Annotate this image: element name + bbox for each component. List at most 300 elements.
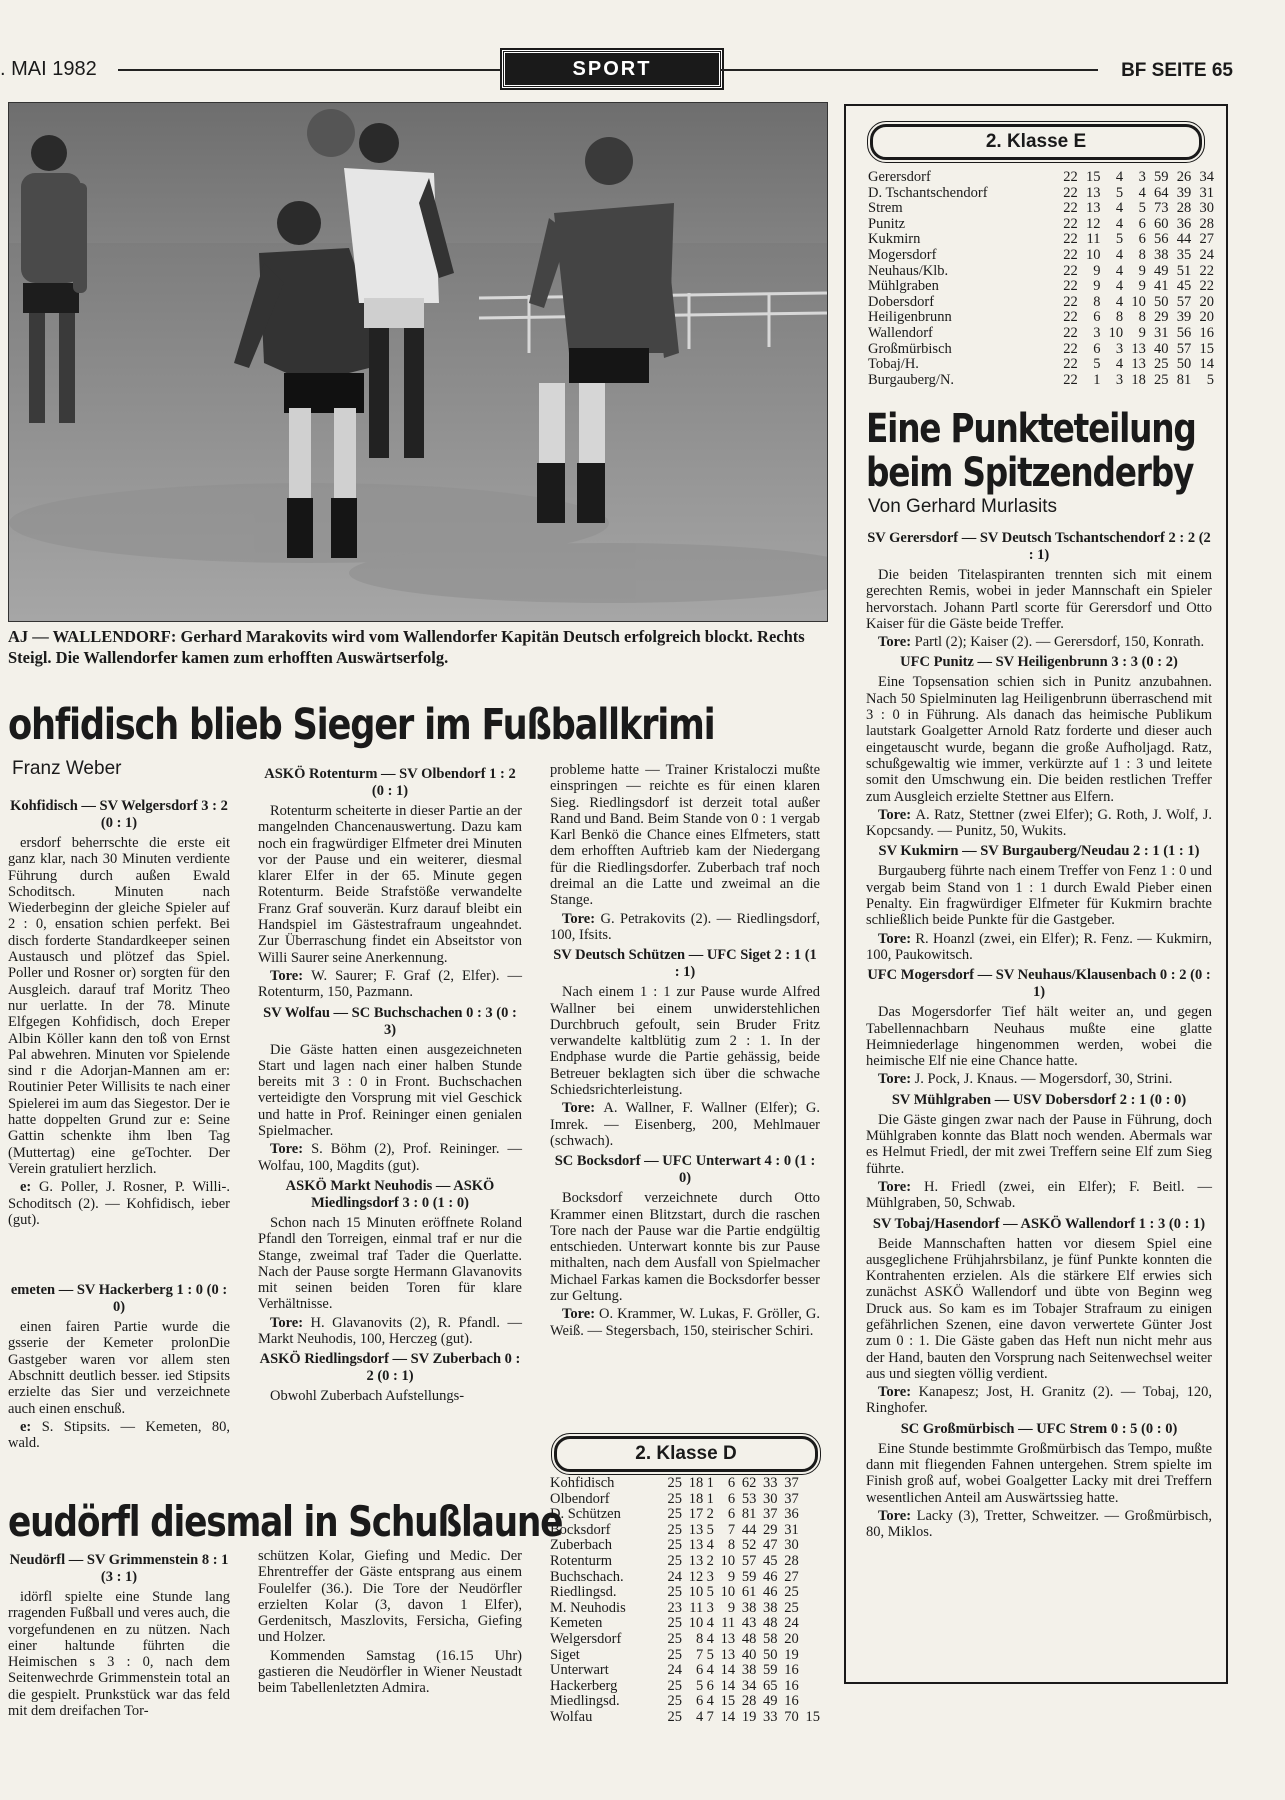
stat-cell: 5 (696, 1677, 704, 1694)
stat-cell: 20 (1199, 309, 1214, 326)
result-text: S. Böhm (2), Prof. Reininger. — Wolfau, 100, Magdits (gut). (258, 1141, 522, 1174)
stat-cell: 61 (741, 1584, 757, 1601)
standings-row (868, 310, 1214, 326)
stat-cell: 13 (720, 1646, 736, 1663)
article-paragraph: idörfl spielte eine Stunde lang rragenden Fußball und veres auch, die vorgefundenen en zu nützen. Nach einer haltunde führten die Heimischen s 3 : 0, nach dem Seitenwechrde Grimmenstein total an die gespielt. Prunkstück war das feld mit dem dreifachen Tor- (8, 1589, 230, 1720)
result-text: H. Glavanovits (2), R. Pfandl. — Markt Neuhodis, 100, Herczeg (gut). (258, 1314, 522, 1348)
team-name: Kohfidisch (550, 1475, 615, 1491)
team-name: Heiligenbrunn (868, 309, 952, 326)
stat-cell: 5 (706, 1646, 714, 1663)
sidebar-headline-line-2: beim Spitzenderby (866, 450, 1194, 496)
stat-cell: 14 (720, 1662, 736, 1679)
stat-cell: 51 (1176, 262, 1192, 279)
stat-cell: 34 (1199, 169, 1214, 185)
stat-cell: 9 (1138, 262, 1146, 279)
stat-cell: 62 (741, 1475, 757, 1491)
stat-cell: 34 (741, 1677, 757, 1694)
stat-cell: 4 (1115, 215, 1124, 232)
stat-cell: 6 (1138, 231, 1146, 248)
result-label: Tore: (878, 634, 915, 651)
stat-cell: 23 (667, 1599, 683, 1616)
result-label: Tore: (878, 930, 916, 947)
stat-cell: 28 (741, 1693, 757, 1710)
stat-cell: 9 (1138, 278, 1146, 295)
masthead (0, 50, 1285, 92)
klasse-d-standings-table (550, 1476, 820, 1726)
standings-row (868, 373, 1214, 389)
stat-cell: 44 (1176, 231, 1192, 248)
stat-cell: 48 (763, 1615, 778, 1632)
article-paragraph: Nach einem 1 : 1 zur Pause wurde Alfred Wallner bei einem unwiderstehlichen Durchbruch gefoult, sein Bruder Fritz verwandelte kaltblütig zum 2 : 1. In der Endphase wurde die Partie gehässig, beide Betreuer beklagten sich über die schwache Schiedsrichterleistung. (550, 984, 820, 1099)
stat-cell: 57 (741, 1552, 757, 1569)
stat-cell: 31 (1199, 184, 1214, 201)
article-paragraph: ersdorf beherrschte die erste eit ganz klar, nach 30 Minuten verdiente Führung durch außen Ewald Schoditsch. Minuten nach Wiederbeginn der gleiche Spieler auf 2 : 0, ensation schien perfekt. Bei disch forderte Standardkeeper seinen Austausch und plötzef das Spiel. Poller und Rosner or) sorgten für den Ausgleich. darauf traf Moritz Theo nur uerlatte. In der 78. Minute Elfgegen Kohfidisch, doch Ereper Albin Köller kann den toß von Ernst Pal abwehren. Minuten vor Spielende sind r die Adorjan-Mannen am er: Routinier Peter Willisits te nach einer Spielerei im aum das Siegestor. Der ie hatte doppelten Grund zur e: Seine Gattin schenkte ihm lben Tag (Muttertag) eine geTochter. Der Verein gratuliert herzlich. (8, 835, 230, 1177)
stat-cell: 17 (688, 1506, 704, 1523)
stat-cell: 36 (784, 1506, 799, 1523)
team-name: Zuberbach (550, 1537, 612, 1554)
stat-cell: 25 (667, 1537, 683, 1554)
team-name: Punitz (868, 215, 906, 232)
match-photo (8, 102, 828, 622)
stat-cell: 70 (784, 1708, 799, 1725)
team-name: Neuhaus/Klb. (868, 262, 949, 279)
stat-cell: 4 (1115, 262, 1124, 279)
stat-cell: 5 (1115, 231, 1124, 248)
stat-cell: 10 (720, 1552, 736, 1569)
result-text: G. Poller, J. Rosner, P. Willi-. Schoditsch (2). — Kohfidisch, ieber (gut). (8, 1179, 230, 1228)
stat-cell: 22 (1063, 200, 1078, 217)
stat-cell: 31 (784, 1521, 799, 1538)
stat-cell: 14 (1199, 356, 1214, 373)
stat-cell: 5 (1138, 200, 1146, 217)
article-paragraph: einen fairen Partie wurde die gsserie der Kemeter prolonDie Gastgeber waren vor allem sten Abschnitt deutlich besser. ied Stipsits erzielte das Sier und verzeichnete auch einen enschuß. (8, 1319, 230, 1417)
result-label: Tore: (270, 967, 312, 984)
result-label: Tore: (878, 1071, 915, 1088)
stat-cell: 4 (1115, 293, 1124, 310)
stat-cell: 22 (1199, 278, 1214, 295)
stat-cell: 20 (784, 1630, 799, 1647)
stat-cell: 11 (1086, 231, 1101, 248)
stat-cell: 16 (784, 1677, 799, 1694)
match-heading: SV Gerersdorf — SV Deutsch Tschantschendorf 2 : 2 (2 : 1) (867, 530, 1211, 563)
team-name: Wolfau (550, 1708, 593, 1725)
stat-cell: 30 (784, 1537, 799, 1554)
match-result-line (866, 931, 1212, 964)
stat-cell: 25 (667, 1552, 683, 1569)
stat-cell: 64 (1154, 184, 1169, 201)
article-paragraph: Schon nach 15 Minuten eröffnete Roland Pfandl den Torreigen, einmal traf er nur die Stange, zweimal traf Tader die Querlatte. Nach der Pause sorgte Hermann Glavanovits mit seinen beiden Toren für klare Verhältnisse. (258, 1214, 522, 1313)
stat-cell: 7 (727, 1521, 736, 1538)
stat-cell: 18 (1131, 371, 1146, 388)
stat-cell: 59 (1154, 169, 1169, 185)
article-paragraph: Die beiden Titelaspiranten trennten sich mit einem gerechten Remis, wobei in jeder Mannschaft ein Spieler hervorstach. Johann Partl scorte für Gerersdorf und Otto Kaiser für die Gäste beide Treffer. (866, 567, 1212, 632)
column-gap (8, 1230, 230, 1278)
stat-cell: 1 (706, 1490, 714, 1507)
result-label: e: (20, 1179, 39, 1196)
stat-cell: 22 (1063, 262, 1078, 279)
match-heading: UFC Punitz — SV Heiligenbrunn 3 : 3 (0 : 2) (900, 654, 1178, 671)
stat-cell: 20 (1199, 293, 1214, 310)
article-paragraph: Die Gäste gingen zwar nach der Pause in Führung, doch Mühlgraben konnte das Blatt noch wenden. Abermals war es Helmut Friedl, der mit zwei Treffern seine Elf zum Sieg führte. (866, 1111, 1212, 1177)
stat-cell: 15 (1085, 169, 1101, 185)
stat-cell: 4 (1115, 356, 1124, 373)
stat-cell: 65 (763, 1677, 778, 1694)
stat-cell: 25 (667, 1475, 683, 1491)
stat-cell: 36 (1176, 215, 1192, 232)
standings-row (550, 1694, 820, 1710)
stat-cell: 24 (667, 1662, 683, 1679)
stat-cell: 22 (1063, 324, 1078, 341)
standings-row (550, 1538, 820, 1554)
team-name: Strem (868, 200, 903, 217)
team-name: Welgersdorf (550, 1630, 622, 1647)
stat-cell: 25 (667, 1677, 683, 1694)
stat-cell: 25 (667, 1630, 683, 1647)
match-result-line (550, 1100, 820, 1149)
match-result-line (866, 1384, 1212, 1417)
stat-cell: 25 (667, 1693, 683, 1710)
stat-cell: 31 (1154, 324, 1169, 341)
standings-row (868, 217, 1214, 233)
stat-cell: 22 (1063, 215, 1078, 232)
standings-row (868, 248, 1214, 264)
stat-cell: 9 (727, 1568, 736, 1585)
stat-cell: 16 (1199, 324, 1214, 341)
stat-cell: 28 (1176, 200, 1192, 217)
main-story-column-1 (8, 794, 230, 1454)
stat-cell: 22 (1063, 169, 1078, 185)
match-result-line (258, 1315, 522, 1348)
stat-cell: 13 (1085, 184, 1101, 201)
match-result-line (550, 1306, 820, 1339)
stat-cell: 37 (763, 1506, 778, 1523)
match-heading: SV Wolfau — SC Buchschachen 0 : 3 (0 : 3) (263, 1004, 517, 1038)
stat-cell: 8 (727, 1537, 736, 1554)
team-name: Miedlingsd. (550, 1693, 620, 1710)
standings-row (868, 201, 1214, 217)
stat-cell: 3 (1138, 169, 1146, 185)
issue-date: . MAI 1982 (0, 58, 97, 80)
match-heading: ASKÖ Rotenturm — SV Olbendorf 1 : 2 (0 : 1) (264, 766, 516, 799)
stat-cell: 4 (1115, 169, 1124, 185)
team-name: Riedlingsd. (550, 1584, 617, 1601)
stat-cell: 45 (763, 1552, 778, 1569)
result-text: O. Krammer, W. Lukas, F. Gröller, G. Weiß. — Stegersbach, 150, steirischer Schiri. (550, 1306, 820, 1339)
match-heading: SV Kukmirn — SV Burgauberg/Neudau 2 : 1 (1 : 1) (878, 843, 1200, 860)
stat-cell: 43 (741, 1615, 757, 1632)
result-text: W. Saurer; F. Graf (2, Elfer). — Rotenturm, 150, Pazmann. (258, 967, 522, 1001)
stat-cell: 53 (741, 1490, 757, 1507)
stat-cell: 38 (741, 1599, 757, 1616)
stat-cell: 59 (763, 1662, 778, 1679)
stat-cell: 14 (720, 1708, 736, 1725)
stat-cell: 3 (706, 1568, 714, 1585)
stat-cell: 50 (1176, 356, 1192, 373)
standings-row (550, 1616, 820, 1632)
match-result-line (258, 968, 522, 1001)
stat-cell: 4 (696, 1708, 704, 1725)
team-name: Siget (550, 1646, 580, 1663)
stat-cell: 6 (1093, 309, 1101, 326)
stat-cell: 25 (667, 1506, 683, 1523)
result-text: J. Pock, J. Knaus. — Mogersdorf, 30, Strini. (914, 1071, 1173, 1088)
team-name: Großmürbisch (868, 340, 952, 357)
result-label: Tore: (878, 1178, 925, 1195)
stat-cell: 49 (1154, 262, 1169, 279)
main-headline: ohfidisch blieb Sieger im Fußballkrimi (8, 700, 715, 750)
stat-cell: 4 (1115, 200, 1124, 217)
match-heading: ASKÖ Markt Neuhodis — ASKÖ Miedlingsdorf 3 : 0 (1 : 0) (285, 1177, 495, 1211)
stat-cell: 25 (667, 1615, 683, 1632)
result-text: Kanapesz; Jost, H. Granitz (2). — Tobaj, 120, Ringhofer. (866, 1384, 1212, 1417)
match-heading: SV Deutsch Schützen — UFC Siget 2 : 1 (1 : 1) (553, 947, 817, 981)
stat-cell: 22 (1063, 184, 1078, 201)
stat-cell: 8 (1138, 246, 1146, 263)
stat-cell: 50 (1154, 293, 1169, 310)
stat-cell: 28 (784, 1552, 799, 1569)
team-name: Burgauberg/N. (868, 371, 955, 388)
stat-cell: 38 (741, 1662, 757, 1679)
stat-cell: 5 (706, 1521, 714, 1538)
team-name: Dobersdorf (868, 293, 935, 310)
team-name: Tobaj/H. (868, 356, 919, 373)
section-label: SPORT (502, 50, 722, 88)
stat-cell: 30 (1199, 200, 1214, 217)
stat-cell: 9 (1093, 278, 1101, 295)
standings-row (550, 1632, 820, 1648)
stat-cell: 6 (727, 1506, 736, 1523)
result-label: Tore: (878, 1507, 917, 1524)
result-text: S. Stipsits. — Kemeten, 80, wald. (8, 1418, 230, 1452)
page-number: BF SEITE 65 (1121, 60, 1233, 81)
team-name: Kukmirn (868, 231, 921, 248)
stat-cell: 7 (696, 1646, 704, 1663)
stat-cell: 46 (763, 1568, 778, 1585)
article-paragraph: Kommenden Samstag (16.15 Uhr) gastieren die Neudörfler in Wiener Neustadt beim Tabellenletzten Admira. (258, 1647, 522, 1697)
result-text: H. Friedl (zwei, ein Elfer); F. Beitl. — Mühlgraben, 50, Schwab. (866, 1178, 1212, 1212)
team-name: Gerersdorf (868, 169, 931, 185)
stat-cell: 27 (1199, 231, 1214, 248)
standings-row (868, 232, 1214, 248)
match-heading: UFC Mogersdorf — SV Neuhaus/Klausenbach 0 : 2 (0 : 1) (867, 967, 1211, 1001)
stat-cell: 25 (667, 1490, 683, 1507)
team-name: Wallendorf (868, 324, 933, 341)
stat-cell: 22 (1063, 231, 1078, 248)
stat-cell: 18 (688, 1490, 704, 1507)
team-name: Buchschach. (550, 1568, 624, 1585)
stat-cell: 25 (667, 1708, 683, 1725)
stat-cell: 15 (805, 1708, 820, 1725)
match-heading: ASKÖ Riedlingsdorf — SV Zuberbach 0 : 2 (0 : 1) (259, 1351, 521, 1385)
stat-cell: 22 (1063, 356, 1078, 373)
match-heading: SV Mühlgraben — USV Dobersdorf 2 : 1 (0 : 0) (891, 1091, 1187, 1108)
masthead-rule-left (118, 69, 500, 71)
stat-cell: 5 (706, 1584, 714, 1601)
match-result-line (8, 1179, 230, 1228)
standings-row (550, 1679, 820, 1695)
stat-cell: 46 (763, 1584, 778, 1601)
result-text: R. Hoanzl (zwei, ein Elfer); R. Fenz. — Kukmirn, 100, Paukowitsch. (866, 930, 1212, 963)
standings-row (868, 186, 1214, 202)
team-name: D. Tschantschendorf (868, 184, 988, 201)
stat-cell: 13 (688, 1537, 704, 1554)
sidebar-box (844, 104, 1228, 1684)
stat-cell: 4 (706, 1615, 714, 1632)
match-result-line (866, 807, 1212, 840)
result-label: Tore: (562, 1306, 600, 1323)
article-paragraph: Bocksdorf verzeichnete durch Otto Krammer einen Blitzstart, durch die raschen Tore nach der Pause war die Partie endgültig entschieden. Unterwart konnte bis zur Pause mithalten, nach dem Ausfall von Spielmacher Michael Farkas kamen die Bocksdorfer besser zur Geltung. (550, 1190, 820, 1305)
result-text: Partl (2); Kaiser (2). — Gerersdorf, 150, Konrath. (914, 634, 1205, 651)
stat-cell: 4 (706, 1537, 714, 1554)
stat-cell: 22 (1063, 371, 1078, 388)
standings-row (550, 1554, 820, 1570)
stat-cell: 40 (741, 1646, 757, 1663)
result-label: Tore: (878, 1384, 919, 1401)
stat-cell: 81 (1176, 371, 1192, 388)
football-players-image (9, 103, 827, 621)
stat-cell: 25 (1154, 371, 1169, 388)
stat-cell: 6 (696, 1693, 704, 1710)
stat-cell: 56 (1176, 324, 1192, 341)
stat-cell: 1 (1093, 371, 1101, 388)
stat-cell: 56 (1154, 231, 1169, 248)
stat-cell: 8 (1115, 309, 1124, 326)
stat-cell: 29 (1154, 309, 1169, 326)
result-label: Tore: (562, 1100, 604, 1117)
match-result-line (866, 634, 1212, 650)
stat-cell: 49 (763, 1693, 778, 1710)
stat-cell: 45 (1176, 278, 1192, 295)
stat-cell: 22 (1063, 340, 1078, 357)
stat-cell: 24 (667, 1568, 683, 1585)
match-result-line (866, 1071, 1212, 1087)
stat-cell: 16 (784, 1662, 799, 1679)
article-paragraph: Rotenturm scheiterte in dieser Partie an der mangelnden Chancenauswertung. Dazu kam noch ein fragwürdiger Elfmeter drei Minuten vor der Pause und ein weiterer, diesmal klarer Elfer in der 65. Minute gegen Rotenturm. Beide Strafstöße verwandelte Franz Graf souverän. Kurz darauf bleibt ein Handspiel im Gästestrafraum ungeahndet. Zur Überraschung findet ein Abseitstor von Willi Saurer seine Anerkennung. (258, 803, 522, 966)
standings-row (868, 295, 1214, 311)
stat-cell: 33 (763, 1708, 778, 1725)
article-paragraph: Burgauberg führte nach einem Treffer von Fenz 1 : 0 und vergab beim Stand von 1 : 1 durch Ewald Pieber einen Penalty. Ein fragwürdiger Elfmeter für Kukmirn brachte schließlich beide Punkte für die Gastgeber. (866, 863, 1212, 929)
article-paragraph: probleme hatte — Trainer Kristaloczi mußte einspringen — reichte es für einen klaren Sieg. Riedlingsdorf ist derzeit total außer Rand und Band. Beim Stande von 0 : 1 vergab Karl Benkö die Chance eines Elfmeters, statt dem erhofften Auftrieb kam der Niedergang für die Riedlingsdorfer. Zuberbach traf noch dreimal an die Latte und zweimal an die Stange. (550, 762, 820, 909)
second-story-column-1 (8, 1548, 230, 1721)
standings-row (550, 1492, 820, 1508)
main-byline: Franz Weber (12, 758, 122, 779)
stat-cell: 2 (706, 1506, 714, 1523)
stat-cell: 22 (1063, 278, 1078, 295)
standings-row (550, 1663, 820, 1679)
team-name: Mühlgraben (868, 278, 939, 295)
match-result-line (550, 911, 820, 944)
stat-cell: 8 (696, 1630, 704, 1647)
stat-cell: 39 (1176, 184, 1192, 201)
stat-cell: 29 (763, 1521, 778, 1538)
team-name: Mogersdorf (868, 246, 937, 263)
sidebar-story-column (866, 526, 1212, 1543)
stat-cell: 8 (1138, 309, 1146, 326)
article-paragraph: schützen Kolar, Giefing und Medic. Der Ehrentreffer der Gäste entsprang aus einem Foulelfer (36.). Die Tore der Neudörfler erzielten Kolar (3, davon 1 Elfer), Gerdenitsch, Maszlovits, Fersicha, Giefing und Holzer. (258, 1548, 522, 1646)
stat-cell: 4 (1115, 278, 1124, 295)
stat-cell: 16 (784, 1693, 799, 1710)
match-heading: SV Tobaj/Hasendorf — ASKÖ Wallendorf 1 : 3 (0 : 1) (872, 1215, 1206, 1232)
stat-cell: 15 (1199, 340, 1214, 357)
stat-cell: 13 (720, 1630, 736, 1647)
article-paragraph: Eine Topsensation schien sich in Punitz anzubahnen. Nach 50 Spielminuten lag Heiligenbrunn überraschend mit 3 : 0 in Führung. Als danach das heimische Publikum lautstark Goalgetter Arnold Ratz forderte und dieser auch eingetauscht wurde, begann die große Aufholjagd. Ratz, schußgewaltig wie immer, verkürzte auf 1 : 3 und leitete somit den Umschwung ein. Die beiden restlichen Treffer zum Ausgleich erzielte Stettner aus Elfern. (866, 674, 1212, 805)
stat-cell: 25 (667, 1521, 683, 1538)
stat-cell: 10 (1085, 246, 1101, 263)
standings-row (550, 1710, 820, 1726)
stat-cell: 15 (720, 1693, 736, 1710)
team-name: Rotenturm (550, 1552, 613, 1569)
match-heading: Neudörfl — SV Grimmenstein 8 : 1 (3 : 1) (9, 1552, 229, 1585)
result-text: A. Ratz, Stettner (zwei Elfer); G. Roth, J. Wolf, J. Kopcsandy. — Punitz, 50, Wukits. (866, 806, 1212, 840)
stat-cell: 30 (763, 1490, 778, 1507)
team-name: Kemeten (550, 1615, 603, 1632)
standings-row (868, 326, 1214, 342)
standings-row (868, 342, 1214, 358)
sidebar-byline: Von Gerhard Murlasits (868, 496, 1058, 517)
stat-cell: 4 (706, 1693, 714, 1710)
stat-cell: 9 (1138, 324, 1146, 341)
stat-cell: 3 (1115, 340, 1124, 357)
stat-cell: 3 (1115, 371, 1124, 388)
stat-cell: 37 (784, 1490, 799, 1507)
stat-cell: 25 (667, 1646, 683, 1663)
stat-cell: 5 (1206, 371, 1214, 388)
stat-cell: 6 (696, 1662, 704, 1679)
second-headline: eudörfl diesmal in Schußlaune (8, 1497, 563, 1546)
stat-cell: 19 (741, 1708, 757, 1725)
team-name: M. Neuhodis (550, 1599, 626, 1616)
stat-cell: 10 (1131, 293, 1146, 310)
stat-cell: 13 (1085, 200, 1101, 217)
stat-cell: 52 (741, 1537, 757, 1554)
stat-cell: 6 (706, 1677, 714, 1694)
stat-cell: 47 (763, 1537, 778, 1554)
stat-cell: 22 (1063, 293, 1078, 310)
stat-cell: 25 (667, 1584, 683, 1601)
stat-cell: 81 (741, 1506, 757, 1523)
stat-cell: 33 (763, 1475, 778, 1491)
stat-cell: 10 (688, 1584, 704, 1601)
stat-cell: 2 (706, 1552, 714, 1569)
result-label: e: (20, 1418, 42, 1435)
match-result-line (866, 1179, 1212, 1212)
stat-cell: 18 (688, 1475, 704, 1491)
team-name: D. Schützen (550, 1506, 621, 1523)
stat-cell: 37 (784, 1475, 799, 1491)
stat-cell: 6 (1093, 340, 1101, 357)
standings-row (550, 1585, 820, 1601)
main-story-column-3 (550, 762, 820, 1341)
stat-cell: 3 (1093, 324, 1101, 341)
article-paragraph: Die Gäste hatten einen ausgezeichneten Start und lagen nach einer halben Stunde bereits mit 3 : 0 in Front. Buchschachen verteidigte den Vorsprung mit viel Geschick und hatte in Prof. Reininger einen genialen Spielmacher. (258, 1041, 522, 1140)
standings-row (550, 1476, 820, 1492)
standings-row (868, 170, 1214, 186)
stat-cell: 13 (688, 1521, 704, 1538)
stat-cell: 8 (1093, 293, 1101, 310)
standings-row (868, 357, 1214, 373)
stat-cell: 26 (1176, 169, 1192, 185)
photo-caption: AJ — WALLENDORF: Gerhard Marakovits wird vom Wallendorfer Kapitän Deutsch erfolgreich blockt. Rechts Steigl. Die Wallendorfer kamen zum erhofften Auswärtserfolg. (8, 627, 805, 667)
stat-cell: 40 (1154, 340, 1169, 357)
match-heading: emeten — SV Hackerberg 1 : 0 (0 : 0) (10, 1282, 228, 1316)
result-text: Lacky (3), Tretter, Schweitzer. — Großmürbisch, 80, Miklos. (866, 1507, 1212, 1541)
stat-cell: 39 (1176, 309, 1192, 326)
stat-cell: 5 (1115, 184, 1124, 201)
stat-cell: 1 (706, 1475, 714, 1491)
stat-cell: 6 (727, 1475, 736, 1491)
stat-cell: 10 (720, 1584, 736, 1601)
article-paragraph: Obwohl Zuberbach Aufstellungs- (270, 1388, 465, 1405)
